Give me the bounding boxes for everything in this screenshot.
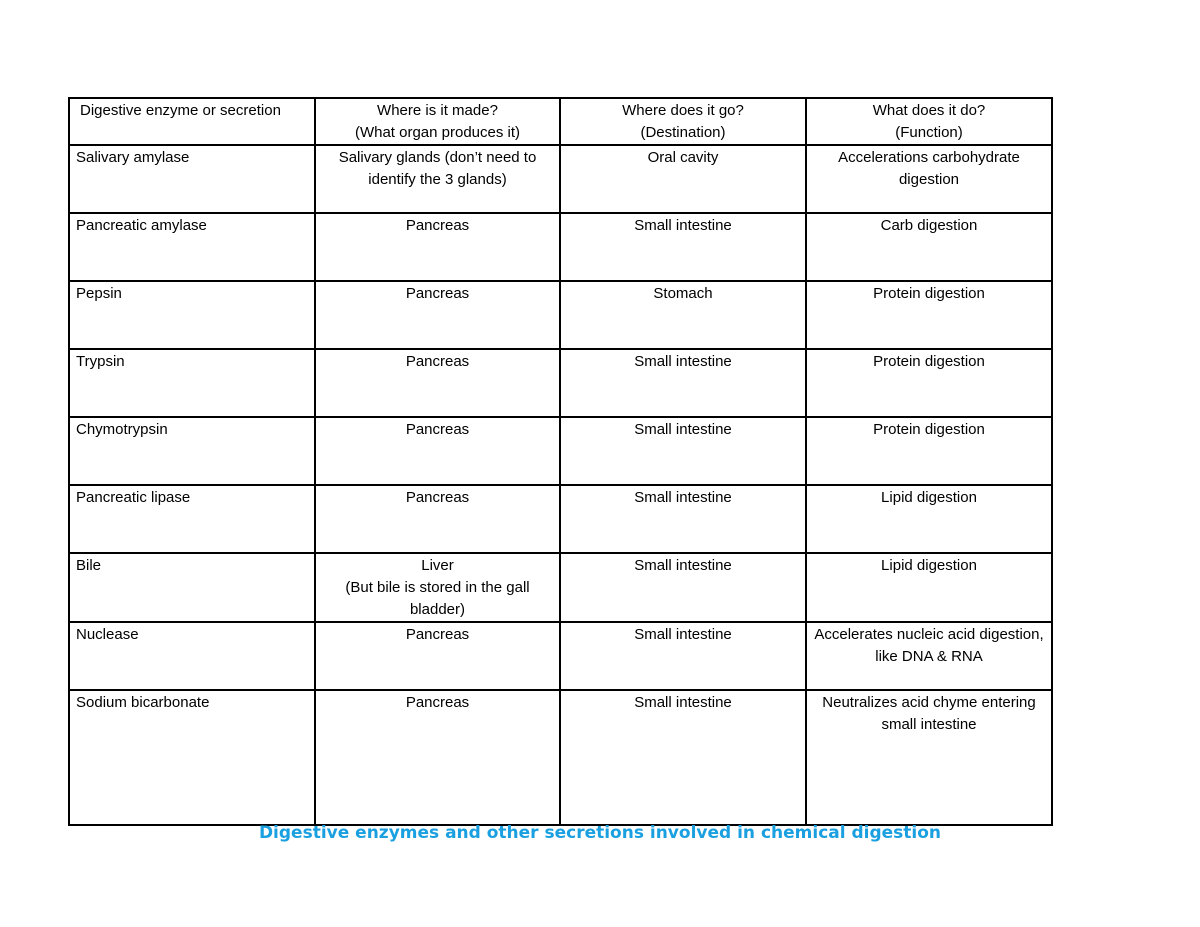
enzyme-name-cell: Nuclease	[69, 622, 315, 690]
enzyme-name-cell: Trypsin	[69, 349, 315, 417]
origin-cell: Pancreas	[315, 417, 560, 485]
enzyme-name-cell: Pepsin	[69, 281, 315, 349]
destination-cell: Small intestine	[560, 485, 806, 553]
destination-cell: Small intestine	[560, 417, 806, 485]
destination-cell: Small intestine	[560, 213, 806, 281]
enzyme-name-cell: Pancreatic lipase	[69, 485, 315, 553]
enzyme-name-cell: Chymotrypsin	[69, 417, 315, 485]
destination-cell: Small intestine	[560, 553, 806, 622]
origin-cell: Pancreas	[315, 213, 560, 281]
destination-cell: Oral cavity	[560, 145, 806, 213]
table-caption: Digestive enzymes and other secretions involved in chemical digestion	[258, 823, 942, 843]
header-cell-function: What does it do? (Function)	[806, 98, 1052, 145]
function-cell: Accelerations carbohydrate digestion	[806, 145, 1052, 213]
destination-cell: Small intestine	[560, 690, 806, 825]
header-cell-enzyme: Digestive enzyme or secretion	[69, 98, 315, 145]
header-cell-origin: Where is it made? (What organ produces it)	[315, 98, 560, 145]
origin-cell: Pancreas	[315, 622, 560, 690]
origin-cell: Pancreas	[315, 349, 560, 417]
destination-cell: Small intestine	[560, 622, 806, 690]
digestive-enzymes-table	[68, 97, 1053, 826]
origin-cell: Pancreas	[315, 690, 560, 825]
origin-cell: Salivary glands (don’t need to identify the 3 glands)	[315, 145, 560, 213]
function-cell: Protein digestion	[806, 281, 1052, 349]
destination-cell: Stomach	[560, 281, 806, 349]
header-cell-destination: Where does it go? (Destination)	[560, 98, 806, 145]
table-row	[69, 485, 1052, 553]
function-cell: Carb digestion	[806, 213, 1052, 281]
origin-cell: Pancreas	[315, 281, 560, 349]
function-cell: Lipid digestion	[806, 485, 1052, 553]
table-row	[69, 145, 1052, 213]
table-row	[69, 213, 1052, 281]
function-cell: Lipid digestion	[806, 553, 1052, 622]
table-row	[69, 281, 1052, 349]
table-row	[69, 349, 1052, 417]
table-row	[69, 690, 1052, 825]
enzyme-name-cell: Bile	[69, 553, 315, 622]
origin-cell: Liver (But bile is stored in the gall bladder)	[315, 553, 560, 622]
function-cell: Protein digestion	[806, 349, 1052, 417]
function-cell: Protein digestion	[806, 417, 1052, 485]
function-cell: Accelerates nucleic acid digestion, like DNA & RNA	[806, 622, 1052, 690]
enzyme-name-cell: Salivary amylase	[69, 145, 315, 213]
enzyme-name-cell: Pancreatic amylase	[69, 213, 315, 281]
table-row	[69, 417, 1052, 485]
table-row	[69, 553, 1052, 622]
enzyme-name-cell: Sodium bicarbonate	[69, 690, 315, 825]
function-cell: Neutralizes acid chyme entering small intestine	[806, 690, 1052, 825]
origin-cell: Pancreas	[315, 485, 560, 553]
destination-cell: Small intestine	[560, 349, 806, 417]
table-header-row	[69, 98, 1052, 145]
table-row	[69, 622, 1052, 690]
